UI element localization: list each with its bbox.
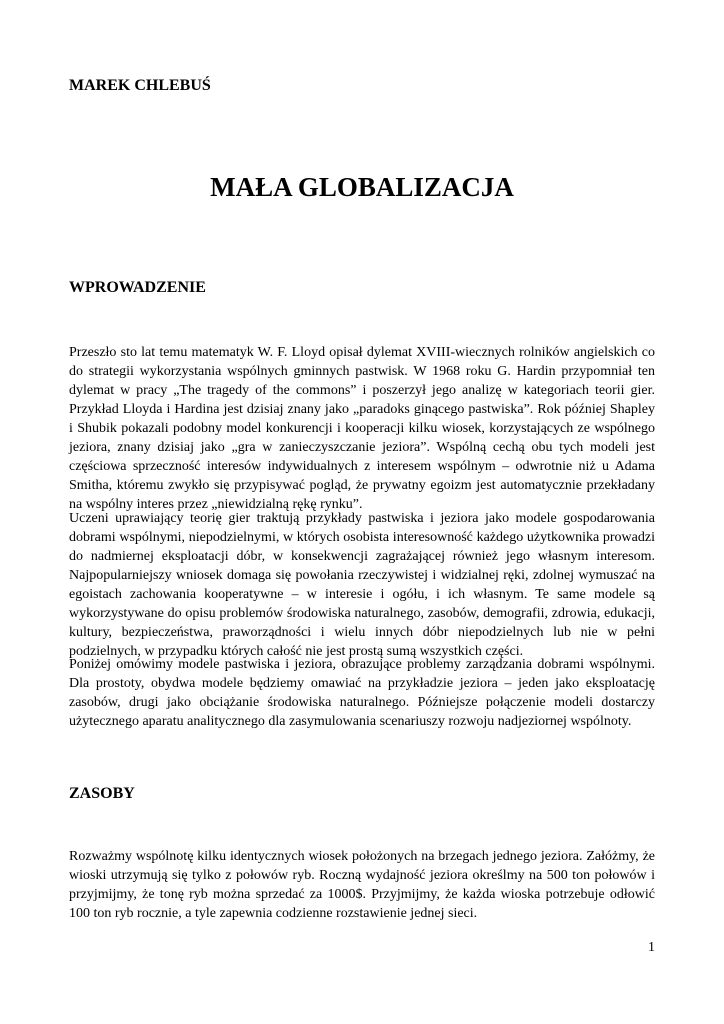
author-name: MAREK CHLEBUŚ — [69, 77, 211, 94]
section-heading-resources: ZASOBY — [69, 785, 135, 802]
section-heading-introduction: WPROWADZENIE — [69, 279, 206, 296]
paragraph-resources-1: Rozważmy wspólnotę kilku identycznych wiosek położonych na brzegach jednego jeziora. Załóżmy, że wioski utrzymują się tylko z połowów ryb. Roczną wydajność jeziora określmy na 500 ton połowów i przyjmijmy, że tonę ryb można sprzedać za 1000$. Przyjmijmy, że każda wioska potrzebuje odłowić 100 ton ryb rocznie, a tyle zapewnia codzienne rozstawienie jednej sieci. — [69, 849, 655, 921]
page-number: 1 — [648, 940, 655, 955]
document-title: MAŁA GLOBALIZACJA — [210, 172, 514, 202]
paragraph-intro-1: Przeszło sto lat temu matematyk W. F. Lloyd opisał dylemat XVIII-wiecznych rolników angielskich co do strategii wykorzystania wspólnych gminnych pastwisk. W 1968 roku G. Hardin przypomniał ten dylemat w pracy „The tragedy of the commons” i poszerzył jego analizę w kategoriach teorii gier. Przykład Lloyda i Hardina jest dzisiaj znany jako „paradoks ginącego pastwiska”. Rok później Shapley i Shubik pokazali podobny model konkurencji i kooperacji kilku wiosek, korzystających ze wspólnego jeziora, znany dzisiaj jako „gra w zanieczyszczanie jeziora”. Wspólną cechą obu tych modeli jest częściowa sprzeczność interesów indywidualnych z interesem wspólnym – odwrotnie niż u Adama Smitha, któremu zwykło się przypisywać pogląd, że prywatny egoizm jest automatycznie przekładany na wspólny interes przez „niewidzialną rękę rynku”. — [69, 345, 655, 512]
document-page — [69, 0, 655, 1024]
paragraph-intro-3: Poniżej omówimy modele pastwiska i jeziora, obrazujące problemy zarządzania dobrami wspólnymi. Dla prostoty, obydwa modele będziemy omawiać na przykładzie jeziora – jeden jako eksploatację zasobów, drugi jako obciążanie środowiska naturalnego. Późniejsze połączenie modeli dostarczy użytecznego aparatu analitycznego dla zasymulowania scenariuszy rozwoju nadjeziornej wspólnoty. — [69, 657, 655, 729]
paragraph-intro-2: Uczeni uprawiający teorię gier traktują przykłady pastwiska i jeziora jako modele gospodarowania dobrami wspólnymi, niepodzielnymi, w których osobista interesowność każdego użytkownika prowadzi do nadmiernej eksploatacji dóbr, w konsekwencji zagrażającej również jego własnym interesom. Najpopularniejszy wniosek domaga się powołania rzeczywistej i widzialnej ręki, zdolnej wymuszać na egoistach zachowania kooperatywne – w interesie i ogółu, i ich własnym. Te same modele są wykorzystywane do opisu problemów środowiska naturalnego, zasobów, demografii, zdrowia, edukacji, kultury, bezpieczeństwa, praworządności i wielu innych dóbr niepodzielnych lub nie w pełni podzielnych, w przypadku których całość nie jest prostą sumą wszystkich części. — [69, 511, 655, 659]
